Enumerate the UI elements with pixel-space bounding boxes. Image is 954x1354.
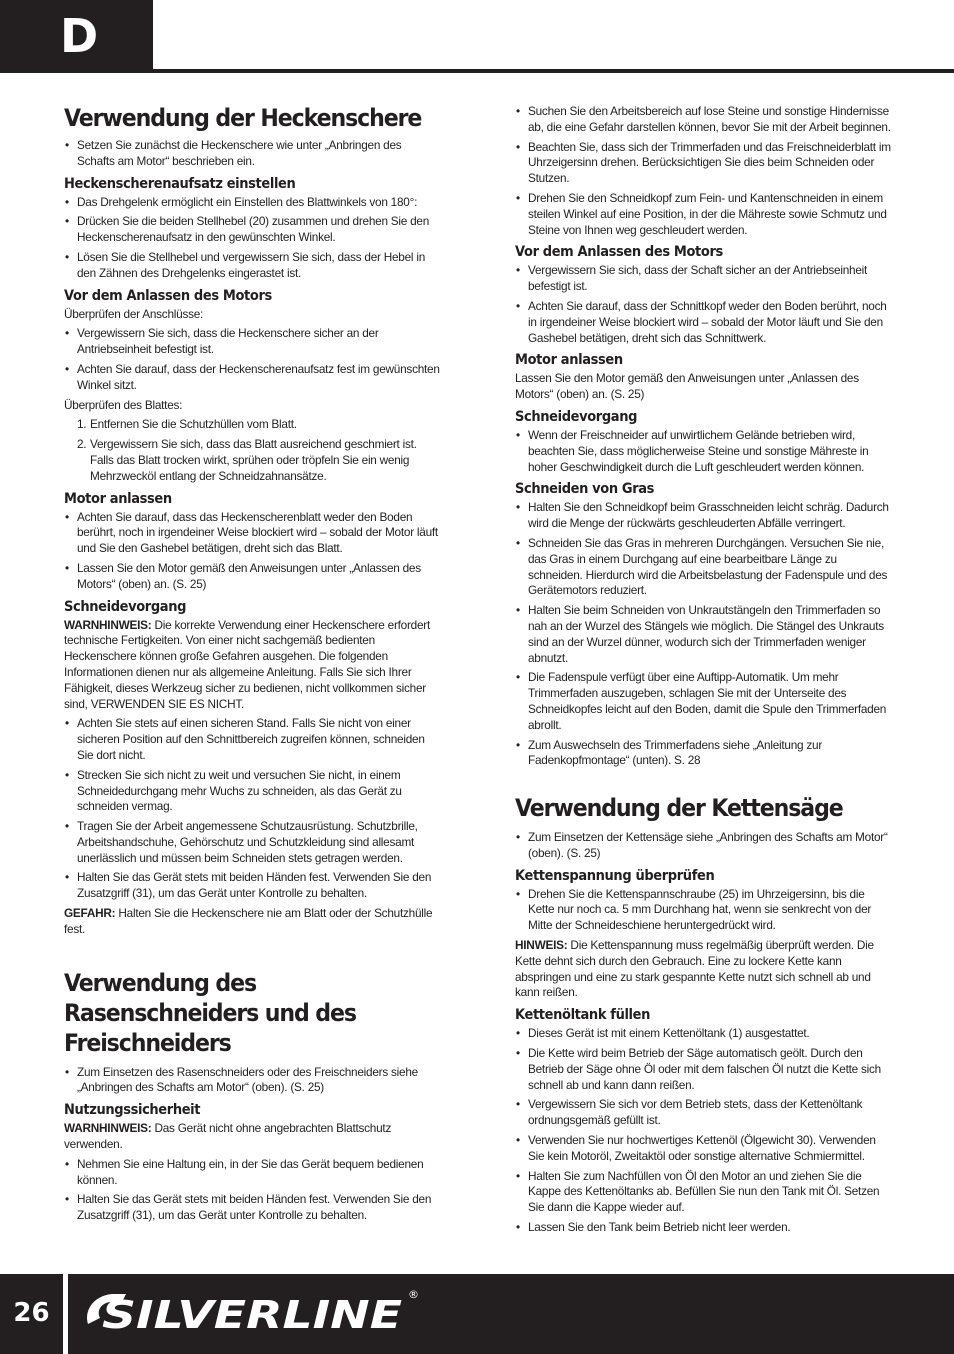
paragraph: Lassen Sie den Motor gemäß den Anweisungen unter „Anlassen des Motors“ (oben) an. (S. 25) bbox=[515, 371, 859, 402]
list-item: • Drehen Sie die Kettenspannschraube (25) im Uhrzeigersinn, bis die Kette nur noch ca. 5 mm Durchhang hat, wenn sie senkrecht von der Mitte der Schneideschiene heruntergedrückt wird. bbox=[515, 887, 893, 934]
warning-paragraph: WARNHINWEIS: Das Gerät nicht ohne angebrachten Blattschutz verwenden. bbox=[64, 1121, 392, 1152]
paragraph: Überprüfen des Blattes: bbox=[64, 397, 183, 412]
subheading-kettenoeltank: Kettenöltank füllen bbox=[515, 1007, 651, 1024]
intro-list bbox=[64, 138, 442, 170]
brand-wordmark: SILVERLINE bbox=[102, 1293, 403, 1337]
silverline-logo bbox=[82, 1284, 422, 1340]
list-item: • Lassen Sie den Tank beim Betrieb nicht leer werden. bbox=[515, 1220, 893, 1236]
list-item: • Achten Sie darauf, dass der Schnittkopf weder den Boden berührt, noch in irgendeiner Weise blockiert wird – sobald der Motor läuft und Sie den Gashebel betätigen, dreht sich das Schnittwerk. bbox=[515, 299, 893, 346]
warning-label: WARNHINWEIS: bbox=[64, 1121, 152, 1136]
list-item: • Lassen Sie den Motor gemäß den Anweisungen unter „Anlassen des Motors“ (oben) an. (S. 25) bbox=[64, 561, 442, 593]
list-item: • Das Drehgelenk ermöglicht ein Einstellen des Blattwinkels von 180°: bbox=[64, 195, 442, 211]
list-item: • Verwenden Sie nur hochwertiges Kettenöl (Ölgewicht 30). Verwenden Sie kein Motoröl, Zweitaktöl oder sonstige alternative Schmiermittel. bbox=[515, 1133, 893, 1165]
list-item: • Schneiden Sie das Gras in mehreren Durchgängen. Versuchen Sie nie, das Gras in einem Durchgang auf eine bearbeitbare Länge zu schneiden. Hierdurch wird die Arbeitsbelastung der Fadenspule und des Gerätemotors reduziert. bbox=[515, 536, 893, 599]
list-item: • Zum Einsetzen des Rasenschneiders oder des Freischneiders siehe „Anbringen des Schafts am Motor“ (oben). (S. 25) bbox=[64, 1065, 442, 1097]
heading-kettensaege: Verwendung der Kettensäge bbox=[515, 794, 843, 823]
anschluesse-list bbox=[64, 326, 442, 393]
list-item: • Nehmen Sie eine Haltung ein, in der Sie das Gerät bequem bedienen können. bbox=[64, 1157, 442, 1189]
subheading-schneidevorgang: Schneidevorgang bbox=[64, 598, 187, 615]
list-item: • Achten Sie darauf, dass der Heckenscherenaufsatz fest im gewünschten Winkel sitzt. bbox=[64, 362, 442, 394]
list-item: • Zum Einsetzen der Kettensäge siehe „Anbringen des Schafts am Motor“ (oben). (S. 25) bbox=[515, 830, 893, 862]
top-list bbox=[515, 104, 893, 238]
hint-label: HINWEIS: bbox=[515, 938, 568, 953]
section-letter: D bbox=[60, 9, 99, 63]
list-item: • Achten Sie darauf, dass das Heckenscherenblatt weder den Boden berührt, noch in irgendeiner Weise blockiert wird – sobald der Motor läuft und Sie den Gashebel betätigen, dreht sich das Blatt. bbox=[64, 510, 442, 557]
subheading-vor-dem-anlassen: Vor dem Anlassen des Motors bbox=[515, 244, 723, 261]
list-item: • Suchen Sie den Arbeitsbereich auf lose Steine und sonstige Hindernisse ab, die eine Gefahr darstellen können, bevor Sie mit der Arbeit beginnen. bbox=[515, 104, 893, 136]
list-item: • Dieses Gerät ist mit einem Kettenöltank (1) ausgestattet. bbox=[515, 1026, 893, 1042]
aufsatz-list bbox=[64, 195, 442, 282]
registered-mark: ® bbox=[408, 1288, 419, 1301]
list-item: • Vergewissern Sie sich vor dem Betrieb stets, dass der Kettenöltank ordnungsgemäß gefüllt ist. bbox=[515, 1097, 893, 1129]
list-item: • Lösen Sie die Stellhebel und vergewissern Sie sich, dass der Hebel in den Zähnen des Drehgelenks eingerastet ist. bbox=[64, 250, 442, 282]
subheading-vor-dem-anlassen: Vor dem Anlassen des Motors bbox=[64, 287, 272, 304]
nutzungssicherheit-list bbox=[64, 1157, 442, 1224]
heading-rasenschneider: Verwendung des Rasenschneiders und des Freischneiders bbox=[64, 968, 356, 1057]
list-item: • Setzen Sie zunächst die Heckenschere wie unter „Anbringen des Schafts am Motor“ beschrieben ein. bbox=[64, 138, 442, 170]
list-item: • Achten Sie stets auf einen sicheren Stand. Falls Sie nicht von einer sicheren Position auf den Schnittbereich zugreifen können, schneiden Sie dort nicht. bbox=[64, 716, 442, 763]
heading-heckenschere: Verwendung der Heckenschere bbox=[64, 104, 422, 132]
page-number: 26 bbox=[13, 1298, 50, 1328]
subheading-schneidevorgang: Schneidevorgang bbox=[515, 408, 638, 425]
warning-label: WARNHINWEIS: bbox=[64, 617, 152, 632]
subheading-motor-anlassen: Motor anlassen bbox=[515, 352, 623, 369]
danger-paragraph: GEFAHR: Halten Sie die Heckenschere nie am Blatt oder der Schutzhülle fest. bbox=[64, 906, 433, 936]
blatt-steps bbox=[64, 417, 442, 484]
numbered-item: 2. Vergewissern Sie sich, dass das Blatt ausreichend geschmiert ist. Falls das Blatt trocken wirkt, sprühen oder tröpfeln Sie ein wenig Mehrzwecköl entlang der Schneidzahnansätze. bbox=[77, 437, 417, 483]
subheading-schneiden-von-gras: Schneiden von Gras bbox=[515, 481, 655, 498]
danger-label: GEFAHR: bbox=[64, 906, 116, 921]
kette-intro-list bbox=[515, 830, 893, 862]
subheading-aufsatz-einstellen: Heckenscherenaufsatz einstellen bbox=[64, 175, 296, 192]
warning-paragraph: WARNHINWEIS: Die korrekte Verwendung einer Heckenschere erfordert technische Fertigkeiten. Von einer nicht sachgemäß bedienten Heckenschere können große Gefahren ausgehen. Die folgenden Informationen dienen nur als allgemeine Anleitung. Falls Sie sich Ihrer Fähigkeit, dieses Werkzeug sicher zu bedienen, nicht vollkommen sicher sind, VERWENDEN SIE ES NICHT. bbox=[64, 617, 430, 711]
list-item: • Halten Sie das Gerät stets mit beiden Händen fest. Verwenden Sie den Zusatzgriff (31), um das Gerät unter Kontrolle zu behalten. bbox=[64, 870, 442, 902]
subheading-nutzungssicherheit: Nutzungssicherheit bbox=[64, 1102, 201, 1119]
hint-paragraph: HINWEIS: Die Kettenspannung muss regelmäßig überprüft werden. Die Kette dehnt sich durch den Gebrauch. Eine zu lockere Kette kann abspringen und eine zu stark gespannte Kette nutzt sich schnell ab und kann reißen. bbox=[515, 938, 874, 1000]
list-item: • Zum Auswechseln des Trimmerfadens siehe „Anleitung zur Fadenkopfmontage“ (unten). S. 28 bbox=[515, 738, 893, 770]
list-item: • Die Kette wird beim Betrieb der Säge automatisch geölt. Durch den Betrieb der Säge ohne Öl oder mit dem falschen Öl nutzt die Kette sich schnell ab und kann dann reißen. bbox=[515, 1046, 893, 1093]
header-rule bbox=[153, 69, 954, 73]
right-column bbox=[515, 104, 893, 1240]
list-item: • Halten Sie das Gerät stets mit beiden Händen fest. Verwenden Sie den Zusatzgriff (31), um das Gerät unter Kontrolle zu behalten. bbox=[64, 1192, 442, 1224]
gras-list bbox=[515, 500, 893, 769]
list-item: • Vergewissern Sie sich, dass die Heckenschere sicher an der Antriebseinheit befestigt ist. bbox=[64, 326, 442, 358]
list-item: • Drehen Sie den Schneidkopf zum Fein- und Kantenschneiden in einem steilen Winkel auf eine Position, in der die Mähreste sowie Schmutz und Steine von Ihnen weg geschleudert werden. bbox=[515, 191, 893, 238]
list-item: • Halten Sie beim Schneiden von Unkrautstängeln den Trimmerfaden so nah an der Wurzel des Stängels wie möglich. Die Stängel des Unkrauts sind an der Wurzel dünner, wodurch sich der Trimmerfaden weniger abnutzt. bbox=[515, 603, 893, 666]
vor-anlassen-list bbox=[515, 263, 893, 346]
left-column bbox=[64, 103, 442, 1228]
list-item: • Halten Sie den Schneidkopf beim Grasschneiden leicht schräg. Dadurch wird die Menge der rückwärts geschleuderten Abfälle verringert. bbox=[515, 500, 893, 532]
intro2-list bbox=[64, 1065, 442, 1097]
subheading-motor-anlassen: Motor anlassen bbox=[64, 490, 172, 507]
list-item: • Tragen Sie der Arbeit angemessene Schutzausrüstung. Schutzbrille, Arbeitshandschuhe, Gehörschutz und Schutzkleidung sind allesamt unerlässlich und müssen beim Schneiden stets getragen werden. bbox=[64, 819, 442, 866]
motor-anlassen-list bbox=[64, 510, 442, 593]
paragraph: Überprüfen der Anschlüsse: bbox=[64, 306, 204, 321]
list-item: • Halten Sie zum Nachfüllen von Öl den Motor an und ziehen Sie die Kappe des Kettenöltanks ab. Befüllen Sie nun den Tank mit Öl. Setzen Sie dann die Kappe wieder auf. bbox=[515, 1169, 893, 1216]
list-item: • Drücken Sie die beiden Stellhebel (20) zusammen und drehen Sie den Heckenscherenaufsatz in den gewünschten Winkel. bbox=[64, 214, 442, 246]
schneidevorgang-list bbox=[64, 716, 442, 902]
list-item: • Beachten Sie, dass sich der Trimmerfaden und das Freischneiderblatt im Uhrzeigersinn drehen. Berücksichtigen Sie dies beim Schneiden oder Stutzen. bbox=[515, 140, 893, 187]
list-item: • Wenn der Freischneider auf unwirtlichem Gelände betrieben wird, beachten Sie, dass möglicherweise Steine und sonstige Mähreste in hoher Geschwindigkeit durch die Luft geschleudert werden können. bbox=[515, 428, 893, 475]
list-item: • Die Fadenspule verfügt über eine Auftipp-Automatik. Um mehr Trimmerfaden auszugeben, schlagen Sie mit der Unterseite des Schneidkopfes leicht auf den Boden, damit die Spule den Trimmerfaden abrollt. bbox=[515, 670, 893, 733]
subheading-kettenspannung: Kettenspannung überprüfen bbox=[515, 867, 715, 884]
numbered-item: 1. Entfernen Sie die Schutzhüllen vom Blatt. bbox=[77, 417, 297, 432]
list-item: • Vergewissern Sie sich, dass der Schaft sicher an der Antriebseinheit befestigt ist. bbox=[515, 263, 893, 295]
schneidevorgang-list bbox=[515, 428, 893, 475]
kettenspannung-list bbox=[515, 887, 893, 934]
list-item: • Strecken Sie sich nicht zu weit und versuchen Sie nicht, in einem Schneidedurchgang mehr Wuchs zu schneiden, als das Gerät zu schneiden vermag. bbox=[64, 768, 442, 815]
kettenoeltank-list bbox=[515, 1026, 893, 1236]
